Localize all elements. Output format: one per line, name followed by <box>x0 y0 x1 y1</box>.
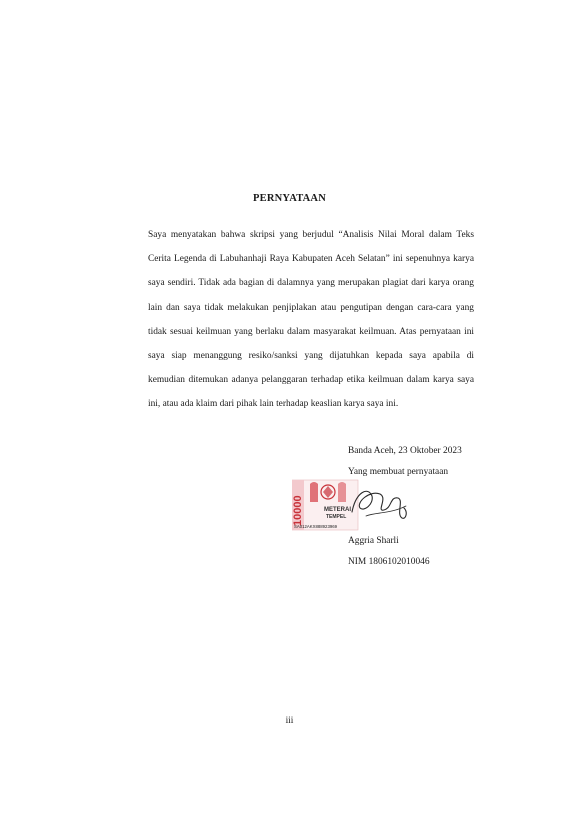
paragraph-line: Cerita Legenda di Labuhanhaji Raya Kabupaten Aceh Selatan” ini sepenuhnya karya <box>148 254 474 265</box>
stamp-serial: SA012AKX888923969 <box>294 524 338 529</box>
paragraph-line: Saya menyatakan bahwa skripsi yang berjudul “Analisis Nilai Moral dalam Teks <box>148 230 474 240</box>
stamp-value: 10000 <box>292 495 304 526</box>
page-number: iii <box>285 716 294 726</box>
handwritten-signature <box>346 482 416 526</box>
signer-nim: NIM 1806102010046 <box>348 557 430 567</box>
statement-paragraph <box>148 223 474 417</box>
paragraph-line: tidak sesuai keilmuan yang berlaku dalam masyarakat keilmuan. Atas pernyataan ini <box>148 326 474 337</box>
paragraph-line: kemudian ditemukan adanya pelanggaran terhadap etika keilmuan dalam karya saya <box>148 375 474 386</box>
stamp-label-meterai: METERAI <box>324 507 351 513</box>
paragraph-line: ini, atau ada klaim dari pihak lain terhadap keaslian karya saya ini. <box>148 399 399 410</box>
paragraph-line: saya siap menanggung resiko/sanksi yang dijatuhkan kepada saya apabila di <box>148 350 474 361</box>
paragraph-line: lain dan saya tidak melakukan penjiplakan atau pengutipan dengan cara-cara yang <box>148 302 474 313</box>
stamp-label-tempel: TEMPEL <box>326 514 347 520</box>
document-title: PERNYATAAN <box>253 193 326 204</box>
maker-label: Yang membuat pernyataan <box>348 467 449 477</box>
place-date: Banda Aceh, 23 Oktober 2023 <box>348 446 462 456</box>
signer-name: Aggria Sharli <box>348 536 399 546</box>
paragraph-line: saya sendiri. Tidak ada bagian di dalamnya yang merupakan plagiat dari karya orang <box>148 278 474 289</box>
